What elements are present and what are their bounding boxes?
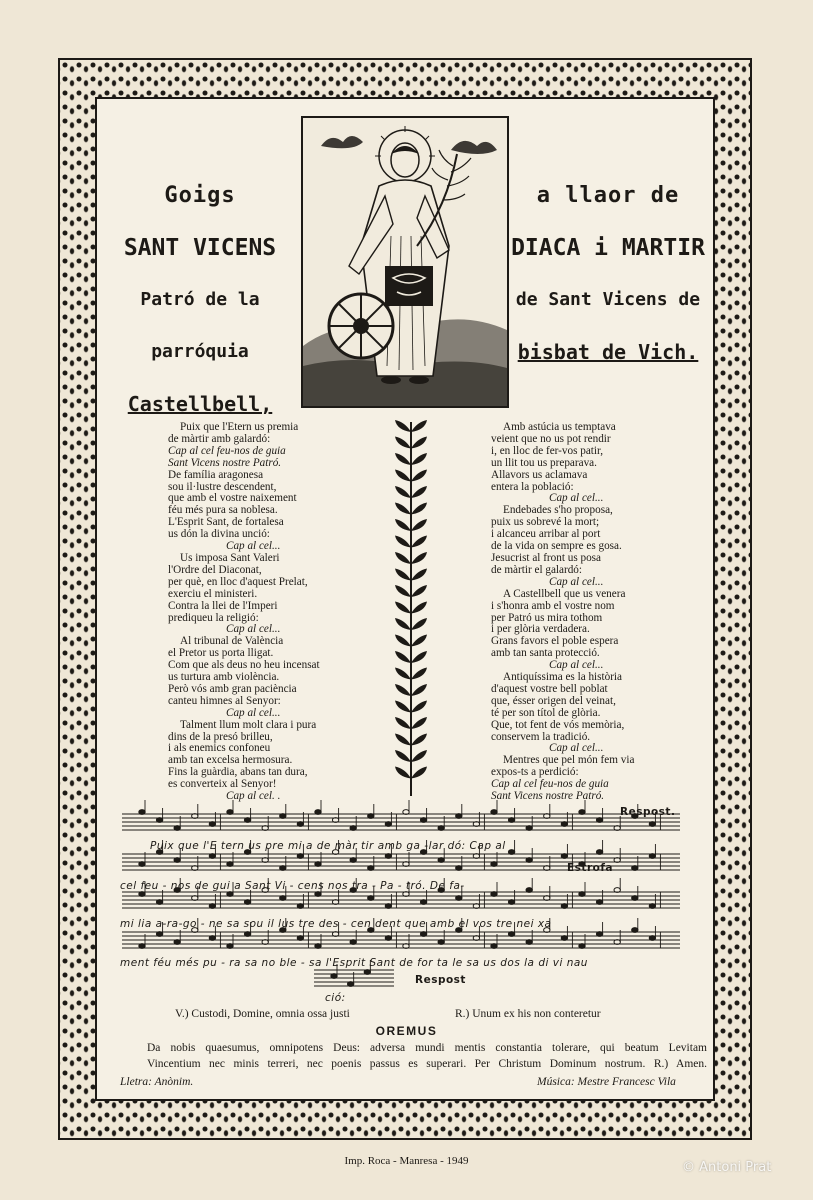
music-note [596,818,602,823]
verse-line: Però vós amb gran paciència [168,682,297,695]
verse-line: de màrtir el galardó: [491,563,583,576]
music-note [561,822,567,827]
vine-leaf [395,552,411,564]
music-note [526,826,532,831]
verse-line: Cap al cel... [549,575,604,588]
imprint: Imp. Roca - Manresa - 1949 [344,1155,469,1167]
vine-leaf [411,618,427,630]
vine-leaf [411,684,427,696]
music-note [420,818,426,823]
verse-line: Grans favors el poble espera [491,635,619,648]
verses-left-column [168,422,320,803]
verse-line: Talment llum molt clara i pura [180,718,317,731]
verse-line: A Castellbell que us venera [503,587,626,600]
vine-leaf [411,701,427,713]
verse-line: i als enemics confoneu [168,742,271,755]
vine-leaf [395,684,411,696]
music-note [385,936,391,941]
music-score [118,800,696,1005]
vine-leaf [411,734,427,746]
verse-line: es converteix al Senyor! [168,778,277,791]
verse-line: Amb astúcia us temptava [503,421,616,433]
music-note [297,854,303,859]
vine-leaf [395,503,411,515]
music-note [315,810,321,815]
vine-leaf [411,651,427,663]
vine-leaf [411,668,427,680]
verse-line: per què, en lloc d'aquest Prelat, [168,575,308,588]
music-note [209,822,215,827]
verse-line: Contra la llei de l'Imperi [168,599,278,612]
verse-line: canteu himnes al Senyor: [168,694,281,707]
music-note [491,810,497,815]
verse-line: Cap al cel. . [226,790,281,803]
heading-goigs: Goigs [164,183,236,208]
heading-right [508,170,708,378]
verse-line: us dón la divina unció: [168,528,270,541]
verse-line: que amb el vostre naixement [168,492,297,505]
music-note [297,904,303,909]
verse-line: Antiquíssima es la història [503,671,623,684]
music-note [174,940,180,945]
vine-leaf [395,420,411,432]
vine-leaf [395,519,411,531]
music-note [491,944,497,949]
vine-leaf [411,767,427,779]
verse-line: Us imposa Sant Valeri [180,551,280,564]
vine-leaf [411,519,427,531]
music-note [139,862,145,867]
verse-line: un llit tou us preparava. [491,456,597,469]
music-note [456,866,462,871]
music-note [297,936,303,941]
music-note [174,858,180,863]
music-note [596,850,602,855]
music-note [297,822,303,827]
vine-leaf [395,585,411,597]
verse-line: Allavors us aclamava [491,468,588,481]
heading-bisbat: bisbat de Vich. [517,340,699,364]
verse-line: prediqueu la religió: [168,611,259,624]
verse-line: Cap al cel... [549,742,604,755]
verse-line: conservem la tradició. [491,730,591,743]
verse-line: Mentres que pel món fem via [503,754,635,767]
music-note [526,940,532,945]
music-note [649,854,655,859]
music-lyric-5: ció: [325,992,346,1004]
music-note [156,818,162,823]
vine-leaf [395,536,411,548]
watermark: © Antoni Prat [682,1160,772,1175]
verse-line: Puix que l'Etern us premia [180,421,299,433]
music-note [438,826,444,831]
music-note [596,932,602,937]
vine-leaf [395,453,411,465]
heading-de-sant-vicens: de Sant Vicens de [515,289,701,310]
music-note [315,892,321,897]
music-note [347,982,353,987]
music-note [385,904,391,909]
music-lyric-1: Puix que l'E tern us pre mi a de màr tir amb ga -lar dó: Cap al [150,840,506,852]
vine-leaf [395,701,411,713]
music-note [315,944,321,949]
music-note [350,826,356,831]
music-note [649,904,655,909]
music-note [491,862,497,867]
verse-line: Endebades s'ho proposa, [503,504,613,517]
music-note [508,850,514,855]
music-note [368,896,374,901]
vine-leaf [411,470,427,482]
verse-line: té per son títol de glòria. [491,706,601,719]
prayer-line-2: Vincentium nec minis terreri, nec poenis passus es superari. Per Christum Dominum nostrum. R.) Amen. [147,1058,707,1070]
vine-leaf [411,569,427,581]
respost-label-2: Respost [415,974,466,986]
verse-line: puix us sobrevé la mort; [491,516,600,529]
credit-music: Música: Mestre Francesc Vila [537,1076,676,1088]
music-note [280,866,286,871]
vine-leaf [395,734,411,746]
music-note [227,944,233,949]
verse-line: Cap al cel... [226,623,281,636]
verse-line: amb tan santa protecció. [491,647,600,660]
vine-leaf [411,437,427,449]
heading-left [100,170,300,430]
verse-line: i s'honra amb el vostre nom [491,599,615,612]
verse-line: veient que no us pot rendir [491,432,611,445]
verse-line: Cap al cel... [226,540,281,553]
music-note [456,814,462,819]
music-note [227,892,233,897]
vine-leaf [411,635,427,647]
music-note [596,900,602,905]
verse-line: i per glòria verdadera. [491,623,590,636]
credit-lyrics: Lletra: Anònim. [120,1076,194,1088]
verse-line: Cap al cel feu-nos de guia [168,444,286,457]
verse-line: exerciu el ministeri. [168,587,258,600]
vine-leaf [411,602,427,614]
vine-leaf [395,569,411,581]
verse-line: dins de la presó brilleu, [168,730,273,743]
vine-leaf [411,503,427,515]
music-note [438,858,444,863]
music-note [632,866,638,871]
respost-label-1: Respost. [620,806,676,818]
vine-leaf [411,486,427,498]
music-note [561,854,567,859]
vine-leaf [411,750,427,762]
music-note [244,900,250,905]
music-note [561,936,567,941]
heading-sant-vicens: SANT VICENS [123,235,277,261]
music-note [579,892,585,897]
vine-leaf [411,536,427,548]
music-note [364,970,370,975]
music-note [632,928,638,933]
versicle: V.) Custodi, Domine, omnia ossa justi [175,1008,350,1020]
verse-line: entera la població: [491,480,574,493]
verse-line: amb tan excelsa hermosura. [168,754,293,767]
vine-leaf [411,420,427,432]
vine-leaf [395,767,411,779]
music-note [508,932,514,937]
music-note [350,858,356,863]
vine-leaf [411,585,427,597]
vine-leaf [411,552,427,564]
music-note [209,854,215,859]
verse-line: Cap al cel... [226,706,281,719]
verse-line: Cap al cel... [549,659,604,672]
oremus-title: OREMUS [375,1024,438,1038]
verse-line: i, en lloc de fer-vos patir, [491,444,604,457]
verse-line: L'Esprit Sant, de fortalesa [168,516,284,529]
verse-line: de màrtir amb galardó: [168,432,271,445]
music-note [508,818,514,823]
verse-line: expos-ts a perdició: [491,766,579,779]
music-note [526,888,532,893]
verse-line: Fins la guàrdia, abans tan dura, [168,766,308,779]
music-note [174,826,180,831]
verse-line: Que, tot fent de vós memòria, [491,718,625,731]
vine-leaf [395,486,411,498]
music-lyric-4: ment féu més pu - ra sa no ble - sa l'Esprit Sant de for ta le sa us dos la di vi nau [120,957,588,969]
verse-line: féu més pura sa noblesa. [168,504,278,517]
estrofa-label: Estrofa [567,862,613,874]
verse-line: Cap al cel... [549,492,604,505]
music-note [526,858,532,863]
verse-line: que, ésser origen del veinat, [491,694,616,707]
music-note [632,896,638,901]
music-note [438,940,444,945]
music-note [156,932,162,937]
verse-line: d'aquest vostre bell poblat [491,682,608,695]
heading-patro: Patró de la parróquia [140,289,260,362]
vine-leaf [395,717,411,729]
verse-line: Sant Vicens nostre Patró. [491,790,605,803]
verse-line: Sant Vicens nostre Patró. [168,456,282,469]
music-note [579,944,585,949]
music-note [209,936,215,941]
vine-leaf [411,453,427,465]
vine-leaf [395,618,411,630]
music-note [649,822,655,827]
verse-line: el Pretor us porta lligat. [168,647,274,660]
vine-leaf [395,651,411,663]
music-lyric-3: mi lia a-ra-go - ne sa sou il lus tre des - cen dent que amb el vos tre nei xa [120,918,552,930]
verse-line: Cap al cel feu-nos de guia [491,778,609,791]
music-note [244,932,250,937]
verse-line: De família aragonesa [168,468,264,481]
vine-leaf [395,602,411,614]
music-lyric-2: cel feu - nos de gui a Sant Vi - cens nos tra - Pa - tró. De fa- [120,880,465,892]
vine-leaf [411,717,427,729]
verse-line: i alcanceu arribar al port [491,528,601,541]
music-note [508,900,514,905]
music-note [368,814,374,819]
verses-right-column [491,422,634,803]
verse-line: l'Ordre del Diaconat, [168,563,262,576]
verse-line: de la vida on sempre es gosa. [491,540,622,553]
music-note [244,818,250,823]
music-note [315,862,321,867]
verse-line: us turtura amb violència. [168,671,280,684]
music-note [368,866,374,871]
music-note [139,810,145,815]
music-note [579,810,585,815]
vine-leaf [395,437,411,449]
verse-line: sou il·lustre descendent, [168,480,277,493]
saint-woodcut-image [301,116,509,408]
music-note [491,892,497,897]
music-note [456,896,462,901]
heading-a-llaor: a llaor de [536,183,680,208]
music-note [561,904,567,909]
music-note [331,974,337,979]
music-note [280,814,286,819]
music-note [420,932,426,937]
prayer-line-1: Da nobis quaesumus, omnipotens Deus: adversa mundi mentis constantia tolerare, qui beatum Levitam [147,1042,707,1054]
music-note [280,896,286,901]
verse-line: Com que als deus no heu incensat [168,659,320,672]
music-note [649,936,655,941]
verse-line: per Patró us mira tothom [491,611,603,624]
response: R.) Unum ex his non conteretur [455,1008,601,1020]
verse-line: Al tribunal de València [180,635,284,648]
verse-line: Jesucrist al front us posa [491,551,601,564]
music-note [385,854,391,859]
music-note [139,944,145,949]
heading-castellbell: Castellbell, [127,392,273,416]
music-note [420,900,426,905]
vine-leaf [395,750,411,762]
vine-leaf [395,668,411,680]
music-note [227,862,233,867]
music-note [139,892,145,897]
vine-ornament [393,418,429,800]
music-note [227,810,233,815]
vine-leaf [395,470,411,482]
music-note [156,900,162,905]
music-note [350,940,356,945]
music-note [209,904,215,909]
music-note [385,822,391,827]
vine-leaf [395,635,411,647]
heading-diaca-martir: DIACA i MARTIR [511,235,705,261]
